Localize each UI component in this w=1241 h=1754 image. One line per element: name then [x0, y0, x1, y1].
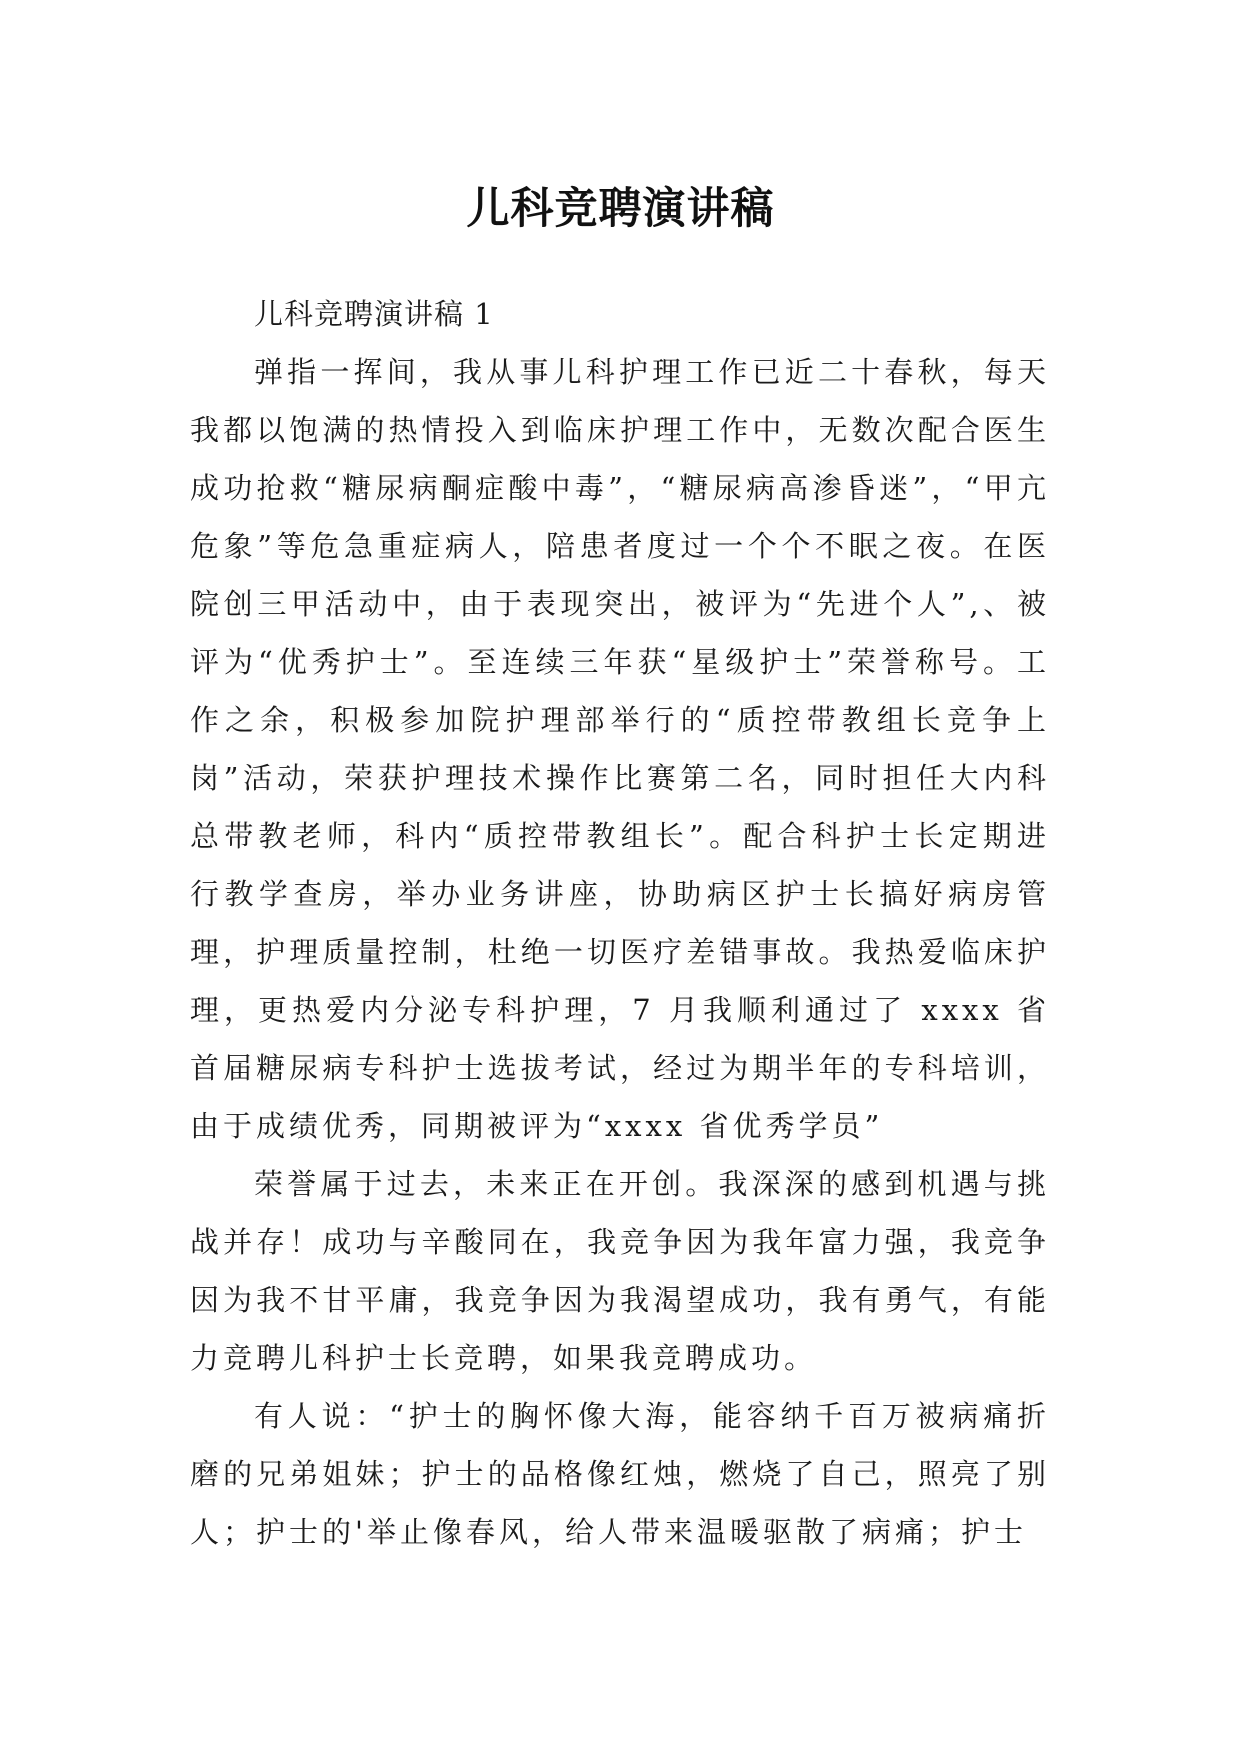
document-body [190, 285, 1050, 1561]
paragraph-2: 荣誉属于过去，未来正在开创。我深深的感到机遇与挑战并存！成功与辛酸同在，我竞争因为我年富力强，我竞争因为我不甘平庸，我竞争因为我渴望成功，我有勇气，有能力竞聘儿科护士长竞聘，如果我竞聘成功。 [190, 1167, 1050, 1375]
section-heading: 儿科竞聘演讲稿 1 [254, 297, 494, 331]
document-title: 儿科竞聘演讲稿 [466, 183, 775, 234]
paragraph-3: 有人说：“护士的胸怀像大海，能容纳千百万被病痛折磨的兄弟姐妹；护士的品格像红烛，燃烧了自己，照亮了别人；护士的'举止像春风，给人带来温暖驱散了病痛；护士 [190, 1399, 1050, 1549]
paragraph-1: 弹指一挥间，我从事儿科护理工作已近二十春秋，每天我都以饱满的热情投入到临床护理工作中，无数次配合医生成功抢救“糖尿病酮症酸中毒”，“糖尿病高渗昏迷”，“甲亢危象”等危急重症病人，陪患者度过一个个不眠之夜。在医院创三甲活动中，由于表现突出，被评为“先进个人”,、被评为“优秀护士”。至连续三年获“星级护士”荣誉称号。工作之余，积极参加院护理部举行的“质控带教组长竞争上岗”活动，荣获护理技术操作比赛第二名，同时担任大内科总带教老师，科内“质控带教组长”。配合科护士长定期进行教学查房，举办业务讲座，协助病区护士长搞好病房管理，护理质量控制，杜绝一切医疗差错事故。我热爱临床护理，更热爱内分泌专科护理，7 月我顺利通过了 xxxx 省首届糖尿病专科护士选拔考试，经过为期半年的专科培训，由于成绩优秀，同期被评为“xxxx 省优秀学员” [190, 355, 1050, 1143]
